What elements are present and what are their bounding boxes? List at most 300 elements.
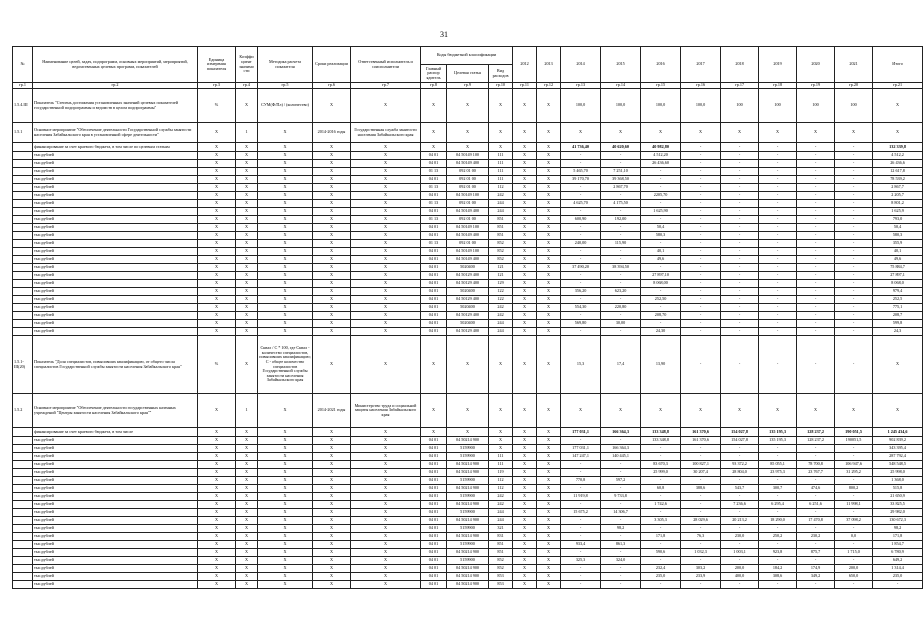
value-cell: Х [258,573,313,581]
group-number-cell: гр.4 [236,83,258,89]
value-cell: 1 715,0 [835,549,873,557]
value-cell: Х [313,168,351,176]
value-cell: - [759,477,797,485]
value-cell: 04 01 [421,453,447,461]
data-row [13,208,923,216]
value-cell: Х [421,89,447,123]
value-cell: 04 01 [421,152,447,160]
value-cell: 853 [489,573,513,581]
value-cell: - [835,184,873,192]
value-cell: 75 884,7 [873,264,923,272]
value-cell: 25 999,0 [641,469,681,477]
value-cell: Х [198,533,236,541]
value-cell: 161 370,6 [681,437,721,445]
unit-cell: тыс.рублей [33,216,198,224]
value-cell: Х [313,501,351,509]
value-cell: Х [198,549,236,557]
value-cell: Х [513,461,537,469]
column-header: 2016 [641,47,681,83]
value-cell: - [601,573,641,581]
value-cell: 01 13 [421,168,447,176]
value-cell: Х [351,304,421,312]
value-cell: Х [537,184,561,192]
value-cell: 15,3 [561,336,601,394]
value-cell: Х [313,288,351,296]
empty-cell [13,541,33,549]
value-cell: 12 617,8 [873,168,923,176]
value-cell: 599,8 [873,320,923,328]
value-cell: Х [421,394,447,428]
value-cell: Х [313,428,351,437]
data-row [13,541,923,549]
value-cell: 04 50149 400 [447,232,489,240]
value-cell: - [759,216,797,224]
value-cell: 184,2 [759,565,797,573]
value-cell: 3 305,3 [641,517,681,525]
value-cell: Х [537,445,561,453]
value-cell: Х [351,256,421,264]
value-cell: Х [561,394,601,428]
value-cell: 39 368,50 [601,176,641,184]
value-cell: - [561,312,601,320]
empty-cell [13,445,33,453]
value-cell: Х [258,192,313,200]
value-cell: Х [513,320,537,328]
value-cell: 83 670,3 [641,461,681,469]
value-cell: 04 01 [421,160,447,168]
value-cell: 26 436,6 [873,160,923,168]
value-cell: - [721,477,759,485]
value-cell: - [835,248,873,256]
unit-cell: тыс.рублей [33,168,198,176]
value-cell: Х [351,573,421,581]
value-cell: - [681,312,721,320]
value-cell: 343 395,4 [873,445,923,453]
value-cell: 5159900 [447,493,489,501]
column-group-header: Коды бюджетной классификации [421,47,513,65]
value-cell: Х [537,232,561,240]
value-cell: Х [537,469,561,477]
value-cell: 6 295,4 [759,501,797,509]
value-cell: 26 436,60 [641,160,681,168]
value-cell: 244 [489,320,513,328]
group-number-cell: гр.18 [759,83,797,89]
value-cell: Х [351,232,421,240]
value-cell: Х [513,501,537,509]
value-cell: 252,50 [641,296,681,304]
value-cell: Х [313,240,351,248]
value-cell: 233,9 [681,573,721,581]
value-cell: 04 50129 400 [447,272,489,280]
value-cell: 0,0 [835,533,873,541]
value-cell: Х [513,549,537,557]
value-cell: 28 804,0 [721,469,759,477]
value-cell: - [681,192,721,200]
value-cell: Х [313,264,351,272]
value-cell: Х [258,143,313,152]
value-cell: Х [313,453,351,461]
empty-cell [13,549,33,557]
period-cell: 2014-2016 годы [313,123,351,143]
unit-cell: Х [198,394,236,428]
value-cell: - [641,509,681,517]
value-cell: Х [537,573,561,581]
value-cell: - [601,461,641,469]
value-cell: - [835,288,873,296]
value-cell: Х [198,176,236,184]
value-cell: 235,0 [641,573,681,581]
data-row [13,168,923,176]
data-row [13,304,923,312]
value-cell: Х [513,272,537,280]
value-cell: - [759,541,797,549]
value-cell: - [601,549,641,557]
value-cell: Х [351,445,421,453]
value-cell: Х [489,445,513,453]
value-cell: - [797,208,835,216]
value-cell: - [759,288,797,296]
unit-cell: тыс.рублей [33,232,198,240]
value-cell: Х [513,224,537,232]
empty-cell [13,200,33,208]
value-cell: Х [236,428,258,437]
header-row [13,47,923,65]
value-cell: Х [236,525,258,533]
empty-cell [13,216,33,224]
value-cell: Х [313,296,351,304]
value-cell: - [561,232,601,240]
value-cell: Х [313,581,351,589]
value-cell: Х [351,160,421,168]
value-cell: 100,0 [681,89,721,123]
value-cell: Х [258,493,313,501]
empty-cell [13,581,33,589]
value-cell: Х [313,232,351,240]
value-cell: Х [313,565,351,573]
value-cell: Х [313,445,351,453]
empty-cell [13,509,33,517]
value-cell: Х [258,437,313,445]
value-cell: 5159900 [447,445,489,453]
value-cell: 04 01 [421,557,447,565]
unit-cell: тыс.рублей [33,485,198,493]
section-row [13,394,923,428]
value-cell: Х [537,565,561,573]
coef-cell: Х [236,336,258,394]
value-cell: Х [258,453,313,461]
value-cell: - [721,192,759,200]
value-cell: Х [447,89,489,123]
value-cell: Х [421,123,447,143]
value-cell: Х [351,176,421,184]
value-cell: - [721,336,759,394]
value-cell: - [641,453,681,461]
value-cell: Х [236,453,258,461]
value-cell: Х [351,248,421,256]
empty-cell [13,437,33,445]
value-cell: - [641,176,681,184]
value-cell: - [681,168,721,176]
value-cell: 100 [759,89,797,123]
value-cell: Х [537,320,561,328]
value-cell: 2 205,7 [873,192,923,200]
value-cell: 161 370,6 [681,428,721,437]
value-cell: - [797,264,835,272]
value-cell: - [601,485,641,493]
value-cell: 04 50214 900 [447,485,489,493]
value-cell: Х [198,272,236,280]
method-cell: Х [258,123,313,143]
value-cell: - [601,280,641,288]
value-cell: Х [873,123,923,143]
value-cell: Х [236,437,258,445]
value-cell: 770,8 [561,477,601,485]
value-cell: Х [236,509,258,517]
value-cell: 092 01 00 [447,240,489,248]
unit-cell: % [198,336,236,394]
value-cell: 349,2 [797,573,835,581]
value-cell: 04 01 [421,533,447,541]
unit-cell: тыс.рублей [33,469,198,477]
value-cell: 1 314,4 [873,565,923,573]
value-cell: Х [351,428,421,437]
method-cell: СУМ(Ф/Пл) / (количество) [258,89,313,123]
value-cell: 04 01 [421,280,447,288]
value-cell: - [835,208,873,216]
value-cell: Х [351,336,421,394]
value-cell: - [835,312,873,320]
empty-cell [13,296,33,304]
value-cell: Х [198,525,236,533]
value-cell: Х [236,280,258,288]
value-cell: Х [313,216,351,224]
value-cell: Х [513,509,537,517]
value-cell: Х [313,328,351,336]
value-cell: 5020400 [447,304,489,312]
empty-cell [13,565,33,573]
value-cell: Х [681,123,721,143]
value-cell: 902 839,2 [873,437,923,445]
value-cell: 24,30 [641,328,681,336]
data-row [13,200,923,208]
item-number: 1.5.1 [13,123,33,143]
value-cell: Х [198,208,236,216]
data-row [13,509,923,517]
value-cell: - [797,200,835,208]
value-cell: Х [537,517,561,525]
value-cell: - [721,240,759,248]
value-cell: 100 [835,89,873,123]
value-cell: 7 236,6 [721,501,759,509]
value-cell: Х [721,123,759,143]
column-header: Итого [873,47,923,83]
value-cell: Х [513,168,537,176]
value-cell: Х [513,304,537,312]
value-cell: Х [236,264,258,272]
value-cell: 130 672,3 [873,517,923,525]
value-cell: 174,9 [797,565,835,573]
value-cell: 9 733,8 [601,493,641,501]
value-cell: - [601,192,641,200]
value-cell: 244 [489,208,513,216]
value-cell: Х [835,123,873,143]
value-cell: Х [351,240,421,248]
data-row [13,280,923,288]
value-cell: 979,4 [873,288,923,296]
value-cell: 121 [489,264,513,272]
data-row [13,160,923,168]
value-cell: - [835,143,873,152]
value-cell: Х [513,328,537,336]
data-row [13,272,923,280]
value-cell: Х [561,123,601,143]
value-cell: Х [313,517,351,525]
value-cell: 580,3 [873,232,923,240]
value-cell: Х [351,208,421,216]
value-cell: Х [537,581,561,589]
financing-row [13,428,923,437]
value-cell: - [797,288,835,296]
value-cell: Х [313,184,351,192]
value-cell: Х [513,565,537,573]
value-cell: - [561,517,601,525]
value-cell: 100,0 [601,89,641,123]
value-cell: - [835,453,873,461]
value-cell: Х [537,200,561,208]
value-cell: - [835,272,873,280]
value-cell: - [721,581,759,589]
group-number-cell: гр.1 [13,83,33,89]
empty-cell [13,176,33,184]
value-cell: Х [236,288,258,296]
value-cell: Х [489,336,513,394]
value-cell: 140 445,1 [601,453,641,461]
value-cell: - [797,240,835,248]
value-cell: Х [489,89,513,123]
value-cell: - [561,437,601,445]
period-cell: 2014-2021 годы [313,394,351,428]
empty-cell [13,477,33,485]
value-cell: - [561,469,601,477]
value-cell: Х [513,336,537,394]
value-cell: 04 01 [421,304,447,312]
value-cell: Х [198,320,236,328]
value-cell: Х [537,501,561,509]
value-cell: Х [236,517,258,525]
value-cell: Х [797,394,835,428]
value-cell: 933,4 [561,541,601,549]
value-cell: 554,30 [561,304,601,312]
value-cell: Х [537,437,561,445]
value-cell: Х [236,469,258,477]
value-cell: - [759,320,797,328]
value-cell: Х [351,89,421,123]
value-cell: - [797,541,835,549]
column-header: 2013 [537,47,561,83]
value-cell: Х [313,152,351,160]
value-cell: - [797,143,835,152]
value-cell: - [681,216,721,224]
value-cell: - [797,272,835,280]
value-cell: Х [537,541,561,549]
group-number-cell: гр.20 [835,83,873,89]
value-cell: Х [537,288,561,296]
value-cell: 04 01 [421,328,447,336]
value-cell: Х [258,565,313,573]
value-cell: - [681,184,721,192]
value-cell: - [835,240,873,248]
unit-cell: % [198,89,236,123]
value-cell: 8 068,0 [873,280,923,288]
value-cell: - [721,160,759,168]
value-cell: 38 394,50 [601,264,641,272]
value-cell: 04 01 [421,461,447,469]
value-cell: - [835,525,873,533]
value-cell: - [759,328,797,336]
value-cell: - [797,232,835,240]
value-cell: Х [236,216,258,224]
empty-cell [13,264,33,272]
group-number-cell: гр.14 [601,83,641,89]
value-cell: - [835,336,873,394]
value-cell: 13,90 [641,336,681,394]
data-row [13,477,923,485]
value-cell: 11 998,1 [835,501,873,509]
value-cell: Х [236,168,258,176]
value-cell: 128 237,2 [797,437,835,445]
value-cell: Х [313,320,351,328]
value-cell: 01 13 [421,184,447,192]
value-cell: 04 01 [421,224,447,232]
value-cell: 04 01 [421,573,447,581]
empty-cell [13,152,33,160]
value-cell: 111 [489,152,513,160]
value-cell: - [681,160,721,168]
value-cell: 33 825,5 [873,501,923,509]
value-cell: Х [537,485,561,493]
unit-cell: тыс.рублей [33,565,198,573]
coef-cell: 1 [236,123,258,143]
value-cell: - [797,152,835,160]
value-cell: - [601,565,641,573]
value-cell: 242 [489,312,513,320]
value-cell: - [835,232,873,240]
empty-cell [13,280,33,288]
value-cell: Х [537,192,561,200]
value-cell: Х [313,469,351,477]
value-cell: Х [236,296,258,304]
value-cell: 04 01 [421,501,447,509]
unit-cell: тыс.рублей [33,453,198,461]
value-cell: Х [198,200,236,208]
value-cell: - [759,160,797,168]
value-cell: - [759,509,797,517]
value-cell: Х [258,256,313,264]
section-row [13,89,923,123]
value-cell: Х [198,224,236,232]
value-cell: 129 [489,280,513,288]
empty-cell [13,320,33,328]
value-cell: 04 01 [421,264,447,272]
value-cell: Х [537,264,561,272]
data-row [13,573,923,581]
value-cell: Х [236,557,258,565]
value-cell: Х [236,485,258,493]
value-cell: - [835,581,873,589]
value-cell: Х [513,581,537,589]
value-cell: - [641,240,681,248]
value-cell: Х [198,477,236,485]
